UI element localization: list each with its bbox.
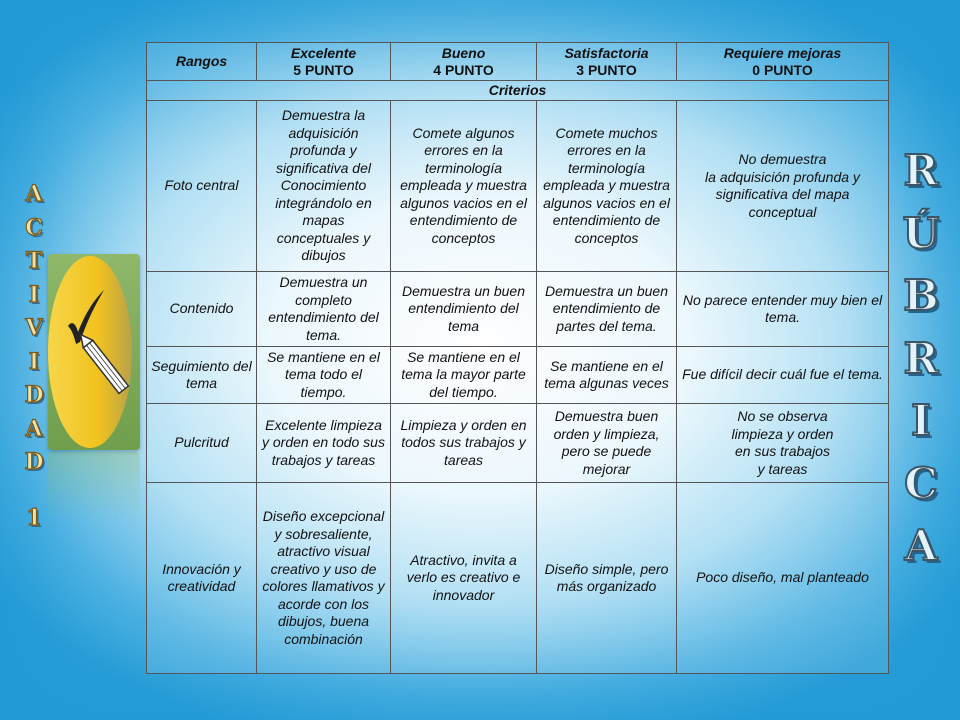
- table-row: [147, 101, 889, 272]
- table-row: [147, 404, 889, 483]
- left-title-number: [22, 505, 46, 531]
- left-letter: V: [25, 315, 43, 341]
- rubric-cell: Fue difícil decir cuál fue el tema.: [677, 347, 889, 404]
- rubric-cell: Atractivo, invita a verlo es creativo e innovador: [391, 483, 537, 674]
- left-letter: A: [25, 181, 43, 207]
- criterion-label: Contenido: [147, 272, 257, 347]
- rubric-cell: Demuestra un buen entendimiento de partes del tema.: [537, 272, 677, 347]
- rubric-cell: Demuestra un buen entendimiento del tema: [391, 272, 537, 347]
- right-letter: I: [911, 396, 931, 445]
- rubric-table: [146, 42, 889, 674]
- right-letter: B: [903, 271, 939, 320]
- rubric-cell: Limpieza y orden en todos sus trabajos y tareas: [391, 404, 537, 483]
- criterios-row: [147, 81, 889, 101]
- table-row: [147, 347, 889, 404]
- right-vertical-title: [898, 140, 944, 578]
- criterion-label: Foto central: [147, 101, 257, 272]
- right-letter: A: [904, 521, 938, 570]
- left-vertical-title: [20, 178, 48, 480]
- left-letter: C: [25, 214, 43, 241]
- rubric-cell: Demuestra la adquisición profunda y significativa del Conocimiento integrándolo en mapas conceptuales y dibujos: [257, 101, 391, 272]
- checkmark-pencil-icon: [48, 254, 140, 450]
- left-letter: T: [25, 248, 43, 274]
- rubric-cell: No demuestra la adquisición profunda y significativa del mapa conceptual: [677, 101, 889, 272]
- header-level: Satisfactoria 3 PUNTO: [537, 43, 677, 81]
- rubric-cell: Demuestra un completo entendimiento del tema.: [257, 272, 391, 347]
- right-letter: Ú: [902, 208, 940, 258]
- rubric-cell: No se observa limpieza y orden en sus trabajos y tareas: [677, 404, 889, 483]
- criterion-label: Seguimiento del tema: [147, 347, 257, 404]
- rubric-cell: Poco diseño, mal planteado: [677, 483, 889, 674]
- rubric-cell: Se mantiene en el tema la mayor parte del tiempo.: [391, 347, 537, 404]
- rubric-cell: Excelente limpieza y orden en todo sus trabajos y tareas: [257, 404, 391, 483]
- rubric-cell: No parece entender muy bien el tema.: [677, 272, 889, 347]
- criterion-label: Innovación y creatividad: [147, 483, 257, 674]
- left-letter: D: [24, 382, 44, 408]
- header-level: Excelente 5 PUNTO: [257, 43, 391, 81]
- rubric-cell: Comete muchos errores en la terminología empleada y muestra algunos vacios en el entendimiento de conceptos: [537, 101, 677, 272]
- header-level: Requiere mejoras 0 PUNTO: [677, 43, 889, 81]
- table-row: [147, 272, 889, 347]
- table-row: [147, 483, 889, 674]
- rubric-cell: Demuestra buen orden y limpieza, pero se puede mejorar: [537, 404, 677, 483]
- rubric-cell: Diseño excepcional y sobresaliente, atractivo visual creativo y uso de colores llamativos y acorde con los dibujos, buena combinación: [257, 483, 391, 674]
- badge-reflection: [48, 452, 140, 522]
- right-letter: R: [903, 146, 939, 195]
- criterion-label: Pulcritud: [147, 404, 257, 483]
- left-letter: A: [25, 415, 43, 442]
- left-letter: I: [28, 348, 40, 375]
- header-rangos: Rangos: [147, 43, 257, 81]
- header-level: Bueno 4 PUNTO: [391, 43, 537, 81]
- rubric-cell: Comete algunos errores en la terminología empleada y muestra algunos vacios en el entendimiento de conceptos: [391, 101, 537, 272]
- rubric-cell: Diseño simple, pero más organizado: [537, 483, 677, 674]
- rubric-cell: Se mantiene en el tema todo el tiempo.: [257, 347, 391, 404]
- right-letter: R: [903, 333, 939, 383]
- header-row: [147, 43, 889, 81]
- rubric-cell: Se mantiene en el tema algunas veces: [537, 347, 677, 404]
- left-letter: D: [24, 449, 44, 475]
- left-letter: I: [28, 281, 40, 308]
- criterios-label: Criterios: [147, 81, 889, 101]
- left-number: 1: [26, 505, 42, 531]
- right-letter: C: [904, 458, 938, 508]
